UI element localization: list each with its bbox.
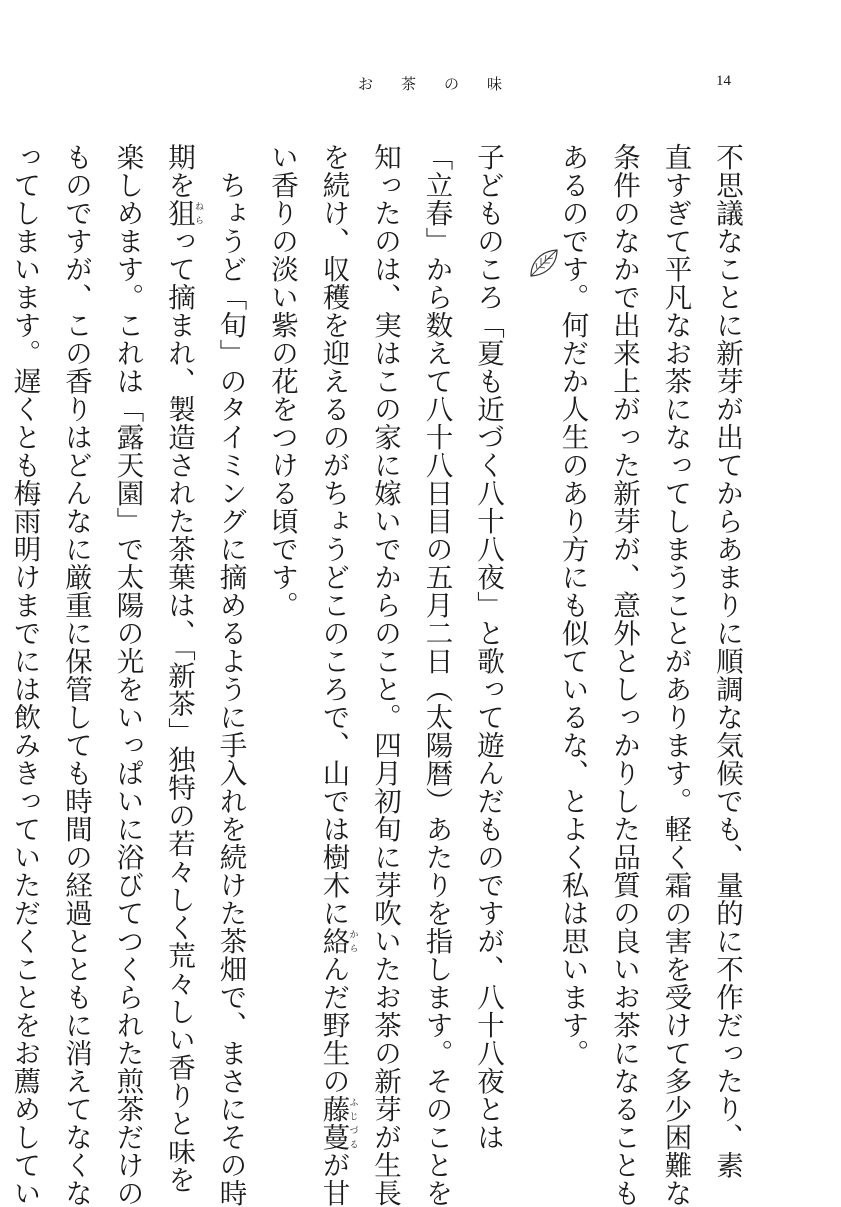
text-line: 楽しめます。これは「露天園」で太陽の光をいっぱいに浴びてつくられた煎茶だけの <box>111 143 144 1207</box>
ruby-reading: ふじづる <box>347 1095 358 1151</box>
text-line: ものですが、この香りはどんなに厳重に保管しても時間の経過とともに消えてなくな <box>60 143 92 1207</box>
text-line: ちょうど「旬」のタイミングに摘めるように手入れを続けた茶畑で、まさにその時 <box>214 143 247 1207</box>
text-line: 知ったのは、実はこの家に嫁いでからのこと。四月初旬に芽吹いたお茶の新芽が生長 <box>369 143 401 1207</box>
paragraph-section-1 <box>546 143 752 1207</box>
header-char: 茶 <box>400 75 416 93</box>
ruby-base: 藤蔓 <box>317 1095 350 1151</box>
running-header-title <box>330 73 530 94</box>
ruby-word <box>163 199 203 227</box>
ruby-reading: から <box>347 927 358 955</box>
ruby-word <box>317 927 358 955</box>
header-char: の <box>444 75 460 93</box>
header-char: 味 <box>487 75 503 93</box>
text-fragment: 期を <box>163 143 195 199</box>
header-char: お <box>357 75 373 93</box>
ruby-reading: ねら <box>193 199 203 227</box>
text-fragment: って摘まれ、製造された茶葉は、「新茶」独特の若々しく荒々しい香りと味を <box>163 227 195 1194</box>
text-line: 直すぎて平凡なお茶になってしまうことがあります。軽く霜の害を受けて多少困難な <box>659 143 692 1207</box>
paragraph-section-2 <box>0 143 513 1207</box>
text-line <box>307 143 359 1207</box>
text-fragment: を続け、収穫を迎えるのがちょうどこのころで、山では樹木に <box>317 143 350 927</box>
text-line: 子どものころ「夏も近づく八十八夜」と歌って遊んだものですが、八十八夜とは <box>472 143 504 1151</box>
text-line: 「立春」から数えて八十八日目の五月二日（太陽暦）あたりを指します。そのことを <box>420 143 453 1207</box>
text-fragment: んだ野生の <box>317 955 350 1095</box>
leaf-icon <box>527 246 561 280</box>
text-fragment: が甘 <box>317 1151 350 1207</box>
ruby-base: 絡 <box>317 927 350 955</box>
text-line <box>153 143 205 1194</box>
page-number: 14 <box>716 73 731 89</box>
ruby-base: 狙 <box>163 199 195 227</box>
ruby-word <box>317 1095 358 1151</box>
text-line: ってしまいます。遅くとも梅雨明けまでには飲みきっていただくことをお薦めしてい <box>8 143 41 1207</box>
text-line: 条件のなかで出来上がった新芽が、意外としっかりした品質の良いお茶になることも <box>608 143 640 1207</box>
text-line: 不思議なことに新芽が出てからあまりに順調な気候でも、量的に不作だったり、素 <box>711 143 743 1179</box>
text-line: あるのです。何だか人生のあり方にも似ているな、とよく私は思います。 <box>556 143 589 1067</box>
text-line: い香りの淡い紫の花をつける頃です。 <box>266 143 298 619</box>
